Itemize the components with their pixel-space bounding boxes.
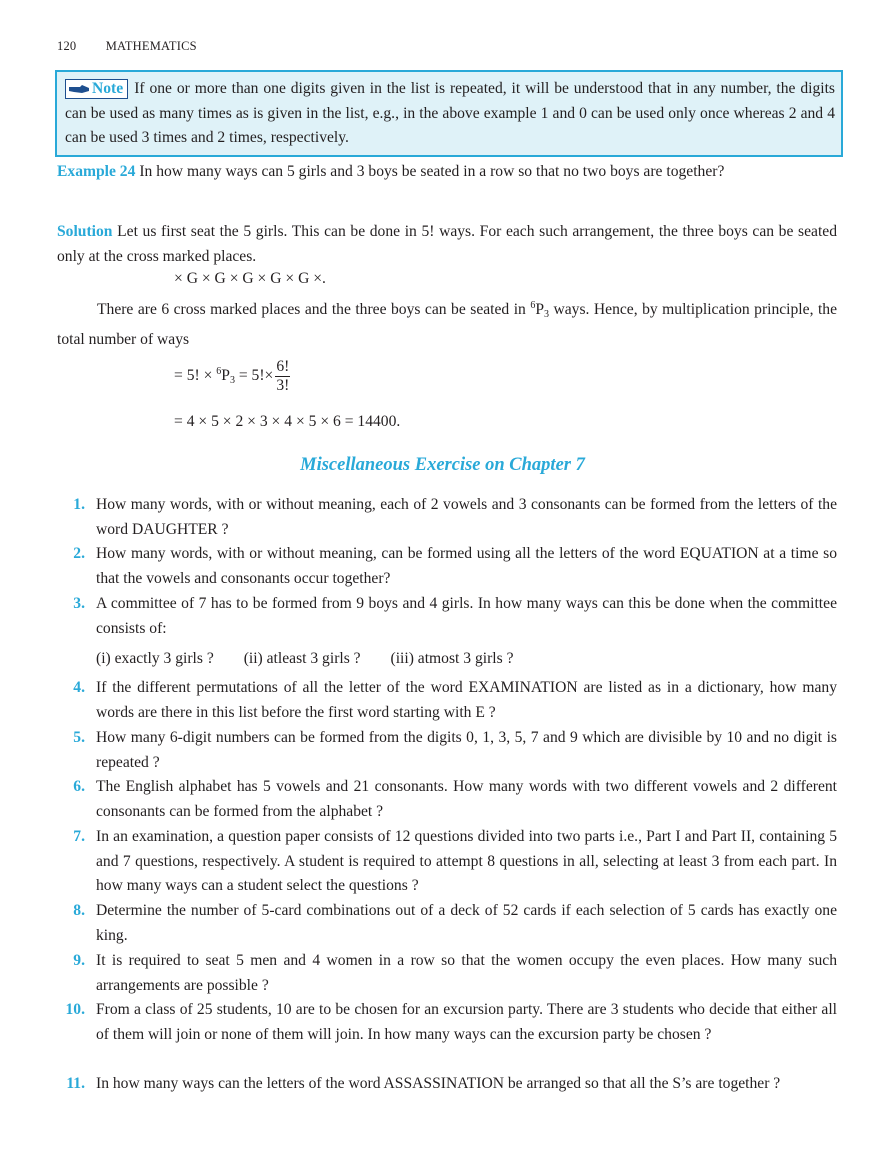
question-number: 7. [73, 828, 85, 845]
question-text: Determine the number of 5-card combinations out of a deck of 52 cards if each selection of 5 cards has exactly one king. [96, 902, 837, 944]
question-number: 1. [73, 496, 85, 513]
perm-n: 6 [530, 300, 536, 311]
question-text: A committee of 7 has to be formed from 9 boys and 4 girls. In how many ways can this be done when the committee consists of: [96, 595, 837, 637]
question-text: How many words, with or without meaning, can be formed using all the letters of the word EQUATION at a time so that the vowels and consonants occur together? [96, 545, 837, 587]
solution-para2-b: ways. Hence, by multiplication principle, the total number of ways [57, 301, 837, 348]
perm-p: P [535, 301, 544, 318]
question-number: 3. [73, 595, 85, 612]
equation-1 [174, 358, 290, 395]
eq1-perm-n: 6 [216, 366, 222, 378]
option-iii: (iii) atmost 3 girls ? [390, 650, 514, 667]
option-ii: (ii) atleast 3 girls ? [243, 650, 361, 667]
pointing-hand-icon [68, 84, 90, 94]
question-text: In how many ways can the letters of the word ASSASSINATION be arranged so that all the S’s are together ? [96, 1075, 781, 1092]
question-text: It is required to seat 5 men and 4 women in a row so that the women occupy the even places. How many such arrangements are possible ? [96, 952, 837, 994]
solution-text: Let us first seat the 5 girls. This can be done in 5! ways. For each such arrangement, the three boys can be seated only at the cross marked places. [57, 223, 837, 265]
question-text: How many 6-digit numbers can be formed from the digits 0, 1, 3, 5, 7 and 9 which are divisible by 10 and no digit is repeated ? [96, 729, 837, 771]
eq1-perm-p: P [221, 367, 230, 385]
question-text: In an examination, a question paper consists of 12 questions divided into two parts i.e., Part I and Part II, containing 5 and 7 questions, respectively. A student is required to attempt 8 questions in all, selecting at least 3 from each part. In how many ways can a student select the questions ? [96, 828, 837, 894]
eq1-part-b: = 5!× [234, 367, 274, 385]
note-label: Note [92, 80, 124, 97]
question-3-options [96, 650, 540, 668]
question-number: 9. [73, 952, 85, 969]
example-text: In how many ways can 5 girls and 3 boys be seated in a row so that no two boys are together? [139, 163, 725, 180]
example-24 [57, 160, 837, 185]
fraction [275, 358, 290, 395]
equation-2: = 4 × 5 × 2 × 3 × 4 × 5 × 6 = 14400. [174, 413, 401, 430]
perm-r: 3 [544, 309, 549, 320]
page-header [57, 39, 197, 54]
solution-label: Solution [57, 223, 113, 240]
note-label-badge [65, 79, 128, 99]
running-title: MATHEMATICS [105, 39, 197, 53]
seating-pattern: × G × G × G × G × G ×. [174, 270, 326, 287]
question-number: 5. [73, 729, 85, 746]
question-number: 2. [73, 545, 85, 562]
question-number: 11. [66, 1075, 85, 1092]
section-title: Miscellaneous Exercise on Chapter 7 [300, 455, 585, 475]
fraction-denominator: 3! [276, 377, 290, 394]
question-number: 10. [65, 1001, 85, 1018]
option-i: (i) exactly 3 girls ? [96, 650, 214, 667]
question-text: If the different permutations of all the letter of the word EXAMINATION are listed as in a dictionary, how many words are there in this list before the first word starting with E ? [96, 679, 837, 721]
question-number: 6. [73, 778, 85, 795]
eq1-part-a: = 5! × [174, 367, 217, 385]
solution-paragraph-2 [57, 294, 837, 352]
question-number: 4. [73, 679, 85, 696]
solution-para2-a: There are 6 cross marked places and the three boys can be seated in [97, 301, 531, 318]
fraction-numerator: 6! [276, 358, 290, 375]
note-box [55, 70, 843, 157]
solution-paragraph [57, 220, 837, 269]
eq1-perm-r: 3 [229, 375, 235, 387]
question-text: The English alphabet has 5 vowels and 21 consonants. How many words with two different vowels and 2 different consonants can be formed from the alphabet ? [96, 778, 837, 820]
question-text: How many words, with or without meaning, each of 2 vowels and 3 consonants can be formed from the letters of the word DAUGHTER ? [96, 496, 837, 538]
question-number: 8. [73, 902, 85, 919]
page-number: 120 [57, 39, 77, 53]
question-text: From a class of 25 students, 10 are to be chosen for an excursion party. There are 3 students who decide that either all of them will join or none of them will join. In how many ways can the excursion party be chosen ? [96, 1001, 837, 1043]
note-text: If one or more than one digits given in the list is repeated, it will be understood that in any number, the digits can be used as many times as is given in the list, e.g., in the above example 1 and 0 can be used only once whereas 2 and 4 can be used 3 times and 2 times, respectively. [65, 80, 835, 146]
example-label: Example 24 [57, 163, 136, 180]
